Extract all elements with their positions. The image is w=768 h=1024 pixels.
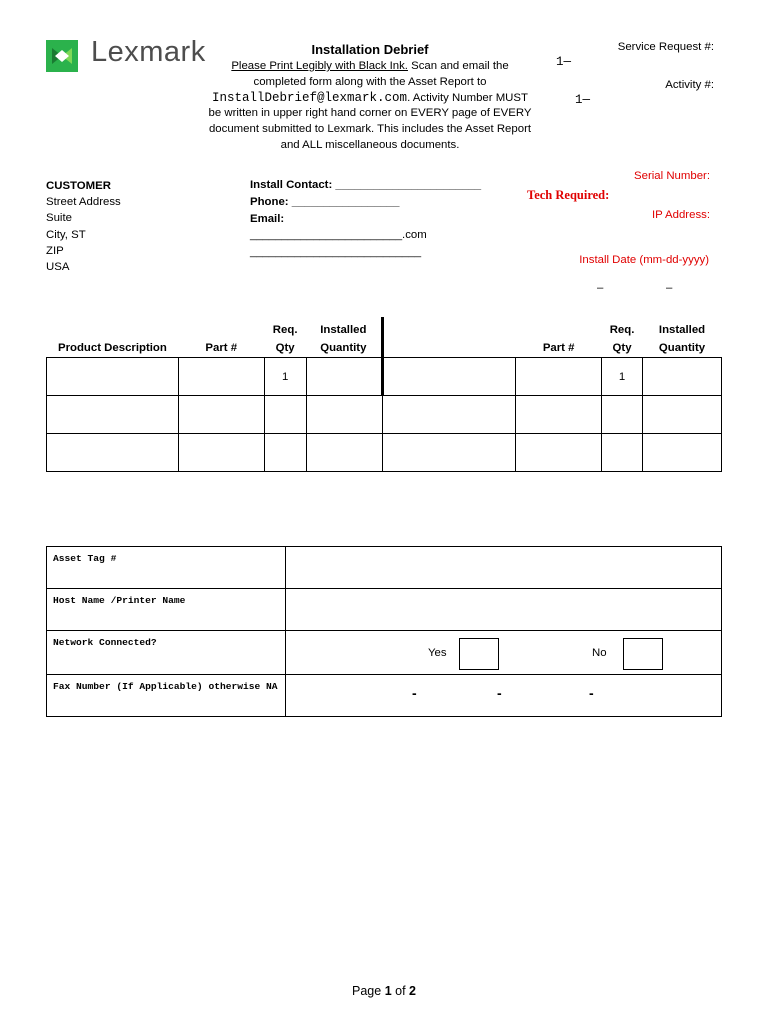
customer-suite: Suite	[46, 212, 72, 225]
instr-part2: . Activity Number MUST be written in upper right hand corner on EVERY page of EVERY document submitted to Lexmark. This includes the Asset Report and ALL miscellaneous documents.	[208, 91, 532, 151]
host-name-row	[47, 589, 722, 631]
network-options	[286, 631, 722, 675]
no-label: No	[592, 647, 607, 659]
table-cell[interactable]	[516, 358, 602, 396]
table-cell[interactable]	[516, 434, 602, 472]
install-date-label: Install Date (mm-dd-yyyy)	[579, 254, 709, 266]
instructions	[208, 59, 532, 154]
header-part-number-2: Part #	[542, 342, 575, 354]
table-cell[interactable]: 1	[264, 358, 306, 396]
table-cell[interactable]	[382, 434, 516, 472]
header-req-qty-2: Req. Qty	[609, 324, 635, 354]
asset-tag-row	[47, 547, 722, 589]
ip-address-label: IP Address:	[651, 209, 710, 221]
asset-tag-label: Asset Tag #	[47, 547, 286, 589]
page-number: 1	[384, 984, 392, 998]
activity-value[interactable]: 1—	[575, 93, 591, 107]
table-row	[47, 396, 722, 434]
table-row	[47, 358, 722, 396]
service-request-label: Service Request #:	[617, 41, 714, 53]
table-cell[interactable]	[602, 434, 643, 472]
table-cell[interactable]	[47, 434, 179, 472]
table-cell[interactable]	[178, 396, 264, 434]
table-cell[interactable]	[382, 396, 516, 434]
table-row	[47, 434, 722, 472]
table-cell[interactable]	[47, 396, 179, 434]
table-cell[interactable]	[47, 358, 179, 396]
page-prefix: Page	[352, 984, 385, 998]
table-cell[interactable]	[602, 396, 643, 434]
products-header-row	[47, 317, 722, 358]
table-cell[interactable]: 1	[602, 358, 643, 396]
table-cell[interactable]	[382, 358, 516, 396]
table-cell[interactable]	[264, 434, 306, 472]
fax-field[interactable]	[286, 675, 722, 717]
header-blank	[382, 317, 516, 358]
table-cell[interactable]	[264, 396, 306, 434]
page-total: 2	[409, 984, 416, 998]
customer-zip: ZIP	[46, 244, 64, 257]
network-row	[47, 631, 722, 675]
fax-dash-1: -	[412, 685, 417, 701]
header-installed-quantity-2: Installed Quantity	[658, 324, 706, 354]
asset-table	[46, 546, 722, 717]
serial-number-label: Serial Number:	[634, 170, 710, 182]
host-name-label: Host Name /Printer Name	[47, 589, 286, 631]
page-footer	[0, 984, 768, 998]
host-name-field[interactable]	[286, 589, 722, 631]
fax-dash-3: -	[589, 685, 594, 701]
page-title: Installation Debrief	[311, 42, 429, 57]
phone-field[interactable]: Phone: _________________	[250, 195, 400, 208]
header-part-number: Part #	[205, 342, 238, 354]
contact-block	[250, 177, 481, 261]
table-cell[interactable]	[178, 358, 264, 396]
email-label: Email:	[250, 212, 285, 225]
products-table	[46, 317, 722, 472]
table-cell[interactable]	[643, 434, 722, 472]
fax-row	[47, 675, 722, 717]
table-cell[interactable]	[306, 358, 382, 396]
logo-text: Lexmark	[91, 36, 206, 68]
customer-country: USA	[46, 261, 70, 274]
header-installed-quantity: Installed Quantity	[306, 317, 382, 358]
network-label: Network Connected?	[47, 631, 286, 675]
date-dash-1: –	[597, 282, 604, 294]
customer-city: City, ST	[46, 228, 86, 241]
email-line-2[interactable]: ___________________________	[250, 246, 422, 259]
email-line-1[interactable]: ________________________.com	[250, 229, 427, 242]
page-of: of	[391, 984, 410, 998]
table-cell[interactable]	[178, 434, 264, 472]
table-cell[interactable]	[643, 396, 722, 434]
header-req-qty: Req. Qty	[272, 324, 298, 354]
customer-street: Street Address	[46, 196, 121, 209]
header-product-description: Product Description	[57, 342, 167, 354]
table-cell[interactable]	[306, 434, 382, 472]
table-cell[interactable]	[643, 358, 722, 396]
yes-checkbox[interactable]	[459, 638, 499, 670]
instr-email: InstallDebrief@lexmark.com	[212, 90, 408, 105]
customer-heading: CUSTOMER	[46, 180, 111, 192]
instr-underlined: Please Print Legibly with Black Ink.	[231, 60, 408, 72]
install-contact-field[interactable]: Install Contact: _______________________	[250, 179, 482, 191]
no-checkbox[interactable]	[623, 638, 663, 670]
instr-part1: Scan and email the completed form along with the Asset Report to	[253, 60, 509, 88]
fax-dash-2: -	[497, 685, 502, 701]
service-request-value[interactable]: 1—	[556, 55, 572, 69]
lexmark-logo-icon	[46, 40, 78, 72]
table-cell[interactable]	[516, 396, 602, 434]
fax-label: Fax Number (If Applicable) otherwise NA	[47, 675, 286, 717]
activity-label: Activity #:	[665, 79, 714, 91]
asset-tag-field[interactable]	[286, 547, 722, 589]
yes-label: Yes	[428, 647, 447, 659]
table-cell[interactable]	[306, 396, 382, 434]
date-dash-2: –	[666, 282, 673, 294]
tech-required-label: Tech Required:	[527, 188, 610, 202]
customer-block	[46, 178, 121, 275]
